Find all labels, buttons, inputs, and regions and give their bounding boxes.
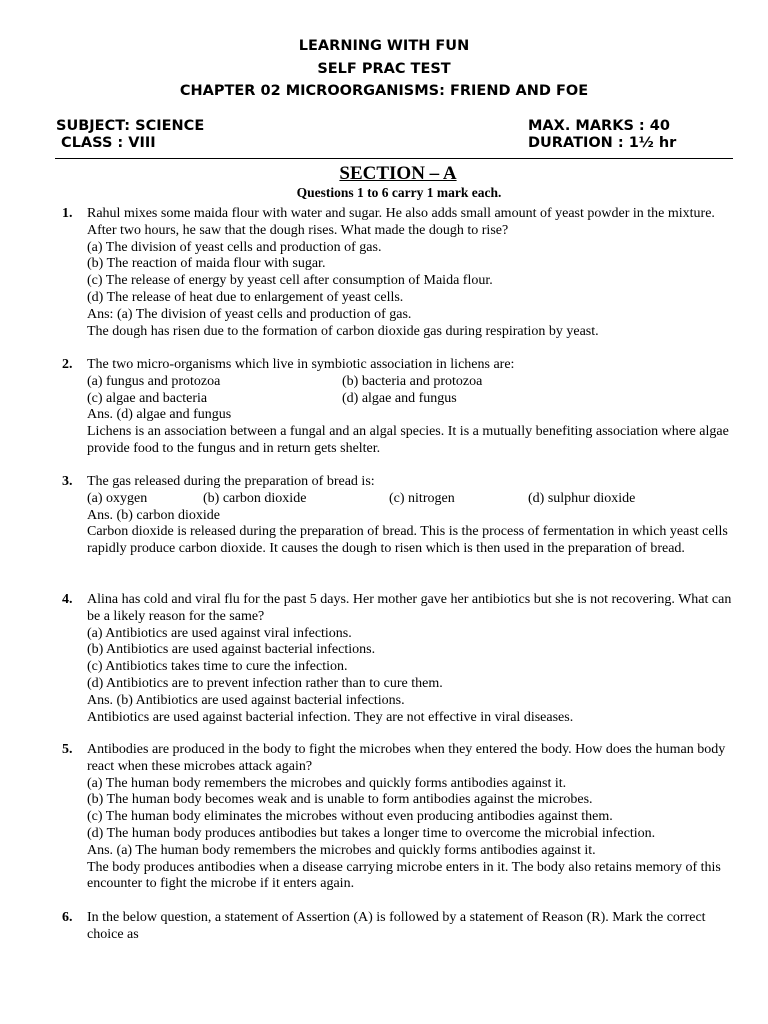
option-c: (c) The human body eliminates the microbes without even producing antibodies against them. — [87, 809, 613, 825]
options-row-2 — [87, 391, 736, 408]
answer: Ans. (d) algae and fungus — [87, 407, 232, 423]
explanation: Carbon dioxide is released during the preparation of bread. This is the process of fermentation in which yeast cells rapidly produce carbon dioxide. It causes the dough to risen which is then used in the preparation of bread. — [87, 524, 728, 557]
option-b: (b) bacteria and protozoa — [342, 373, 483, 389]
explanation: The dough has risen due to the formation of carbon dioxide gas during respiration by yeast. — [87, 323, 599, 339]
question-text: In the below question, a statement of Assertion (A) is followed by a statement of Reason (R). Mark the correct choice as — [87, 910, 706, 942]
question-text: Antibodies are produced in the body to fight the microbes when they entered the body. How does the human body react when these microbes attack again? — [87, 742, 726, 774]
header-test-name: SELF PRAC TEST — [317, 61, 451, 77]
question-1 — [56, 206, 736, 340]
option-a: (a) The human body remembers the microbes and quickly forms antibodies against it. — [87, 775, 567, 791]
header-title: LEARNING WITH FUN — [298, 38, 470, 54]
section-instructions: Questions 1 to 6 carry 1 mark each. — [296, 185, 502, 200]
question-number: 1. — [62, 206, 73, 221]
question-text: Rahul mixes some maida flour with water and sugar. He also adds small amount of yeast powder in the mixture. After two hours, he saw that the dough rises. What made the dough to rise? — [87, 206, 715, 238]
option-c: (c) The release of energy by yeast cell after consumption of Maida flour. — [87, 273, 493, 289]
duration-label: DURATION : 1½ hr — [528, 135, 677, 151]
question-number: 5. — [62, 742, 73, 757]
option-c: (c) nitrogen — [389, 490, 455, 506]
class-label: CLASS : VIII — [56, 135, 156, 151]
answer: Ans: (a) The division of yeast cells and production of gas. — [87, 306, 412, 322]
question-4 — [56, 592, 736, 726]
option-c: (c) Antibiotics takes time to cure the infection. — [87, 659, 348, 675]
option-a: (a) fungus and protozoa — [87, 373, 221, 389]
explanation: Antibiotics are used against bacterial infection. They are not effective in viral diseases. — [87, 709, 574, 725]
option-d: (d) The release of heat due to enlargement of yeast cells. — [87, 289, 404, 305]
option-b: (b) The human body becomes weak and is unable to form antibodies against the microbes. — [87, 792, 593, 808]
question-number: 2. — [62, 357, 73, 372]
question-2 — [56, 357, 736, 458]
option-c: (c) algae and bacteria — [87, 390, 208, 406]
answer: Ans. (a) The human body remembers the microbes and quickly forms antibodies against it. — [87, 842, 596, 858]
max-marks-label: MAX. MARKS : 40 — [528, 118, 670, 134]
option-d: (d) sulphur dioxide — [528, 490, 636, 506]
question-number: 6. — [62, 910, 73, 925]
question-5 — [56, 742, 736, 893]
question-3 — [56, 474, 736, 558]
option-a: (a) The division of yeast cells and production of gas. — [87, 239, 382, 255]
explanation: Lichens is an association between a fungal and an algal species. It is a mutually benefiting association where algae provide food to the fungus and in return gets shelter. — [87, 424, 729, 456]
option-b: (b) The reaction of maida flour with sugar. — [87, 256, 326, 272]
option-b: (b) Antibiotics are used against bacterial infections. — [87, 642, 376, 658]
question-6 — [56, 910, 736, 944]
question-text: Alina has cold and viral flu for the past 5 days. Her mother gave her antibiotics but she is not recovering. What can be a likely reason for the same? — [87, 592, 732, 624]
option-b: (b) carbon dioxide — [203, 490, 307, 506]
question-text: The gas released during the preparation of bread is: — [87, 474, 375, 489]
options-row — [87, 491, 736, 508]
header-chapter: CHAPTER 02 MICROORGANISMS: FRIEND AND FOE — [179, 83, 589, 99]
options-row-1 — [87, 374, 736, 391]
option-d: (d) Antibiotics are to prevent infection rather than to cure them. — [87, 675, 443, 691]
question-number: 3. — [62, 474, 73, 489]
answer: Ans. (b) Antibiotics are used against bacterial infections. — [87, 692, 405, 708]
answer: Ans. (b) carbon dioxide — [87, 507, 220, 523]
explanation: The body produces antibodies when a disease carrying microbe enters in it. The body also retains memory of this encounter to fight the microbe if it enters again. — [87, 859, 721, 892]
subject-label: SUBJECT: SCIENCE — [56, 118, 205, 134]
option-d: (d) algae and fungus — [342, 390, 457, 406]
question-text: The two micro-organisms which live in symbiotic association in lichens are: — [87, 357, 515, 372]
header-divider — [55, 158, 733, 159]
option-a: (a) Antibiotics are used against viral infections. — [87, 625, 352, 641]
section-title: SECTION – A — [339, 163, 457, 184]
option-a: (a) oxygen — [87, 490, 148, 506]
question-number: 4. — [62, 592, 73, 607]
option-d: (d) The human body produces antibodies but takes a longer time to overcome the microbial infection. — [87, 825, 656, 841]
